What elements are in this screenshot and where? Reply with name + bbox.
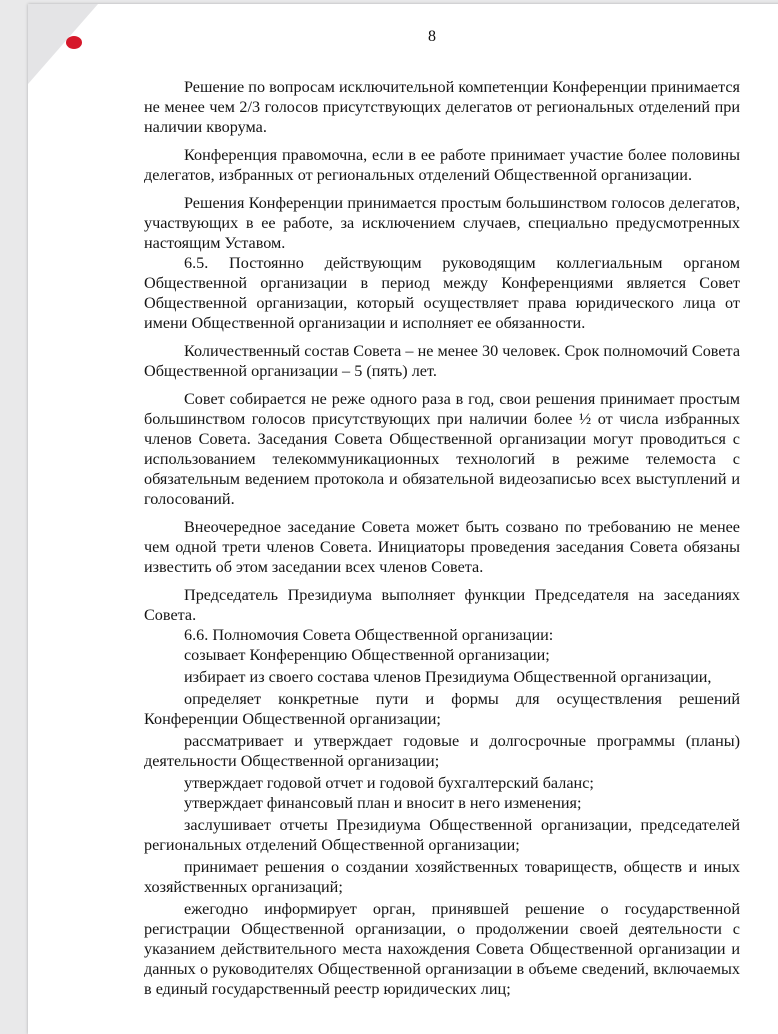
list-item: определяет конкретные пути и формы для осуществления решений Конференции Общественной организации; <box>144 690 740 728</box>
section-heading: 6.6. Полномочия Совета Общественной организации: <box>184 626 554 644</box>
document-body <box>144 77 740 999</box>
paragraph: Решения Конференции принимается простым большинством голосов делегатов, участвующих в ее работе, за исключением случаев, специально предусмотренных настоящим Уставом. <box>144 194 740 252</box>
list-item: созывает Конференцию Общественной организации; <box>184 646 550 664</box>
paragraph: Председатель Президиума выполняет функции Председателя на заседаниях Совета. <box>144 586 740 624</box>
page-number: 8 <box>428 28 436 45</box>
folded-corner <box>28 4 98 84</box>
list-item: утверждает годовой отчет и годовой бухгалтерский баланс; <box>184 774 594 792</box>
red-mark <box>66 36 82 49</box>
list-item: избирает из своего состава членов Президиума Общественной организации, <box>184 668 712 686</box>
list-item: рассматривает и утверждает годовые и долгосрочные программы (планы) деятельности Общественной организации; <box>144 732 740 770</box>
paragraph: Решение по вопросам исключительной компетенции Конференции принимается не менее чем 2/3 голосов присутствующих делегатов от региональных отделений при наличии кворума. <box>144 78 740 136</box>
list-item: принимает решения о создании хозяйственных товариществ, обществ и иных хозяйственных организаций; <box>144 858 740 896</box>
paragraph: 6.5. Постоянно действующим руководящим коллегиальным органом Общественной организации в период между Конференциями является Совет Общественной организации, который осуществляет права юридического лица от имени Общественной организации и исполняет ее обязанности. <box>144 254 740 332</box>
paragraph: Совет собирается не реже одного раза в год, свои решения принимает простым большинством голосов присутствующих при наличии более ½ от числа избранных членов Совета. Заседания Совета Общественной организации могут проводиться с использованием телекоммуникационных технологий в режиме телемоста с обязательным ведением протокола и обязательной видеозаписью всех выступлений и голосований. <box>144 390 740 508</box>
list-item: утверждает финансовый план и вносит в него изменения; <box>184 794 582 812</box>
paragraph: Внеочередное заседание Совета может быть созвано по требованию не менее чем одной трети членов Совета. Инициаторы проведения заседания Совета обязаны известить об этом заседании всех членов Совета. <box>144 518 740 576</box>
list-item: заслушивает отчеты Президиума Общественной организации, председателей региональных отделений Общественной организации; <box>144 816 740 854</box>
list-item: ежегодно информирует орган, принявшей решение о государственной регистрации Общественной организации, о продолжении своей деятельности с указанием действительного места нахождения Совета Общественной организации и данных о руководителях Общественной организации в объеме сведений, включаемых в единый государственный реестр юридических лиц; <box>144 900 740 998</box>
paragraph: Конференция правомочна, если в ее работе принимает участие более половины делегатов, избранных от региональных отделений Общественной организации. <box>144 146 740 184</box>
paragraph: Количественный состав Совета – не менее 30 человек. Срок полномочий Совета Общественной организации – 5 (пять) лет. <box>144 342 740 380</box>
